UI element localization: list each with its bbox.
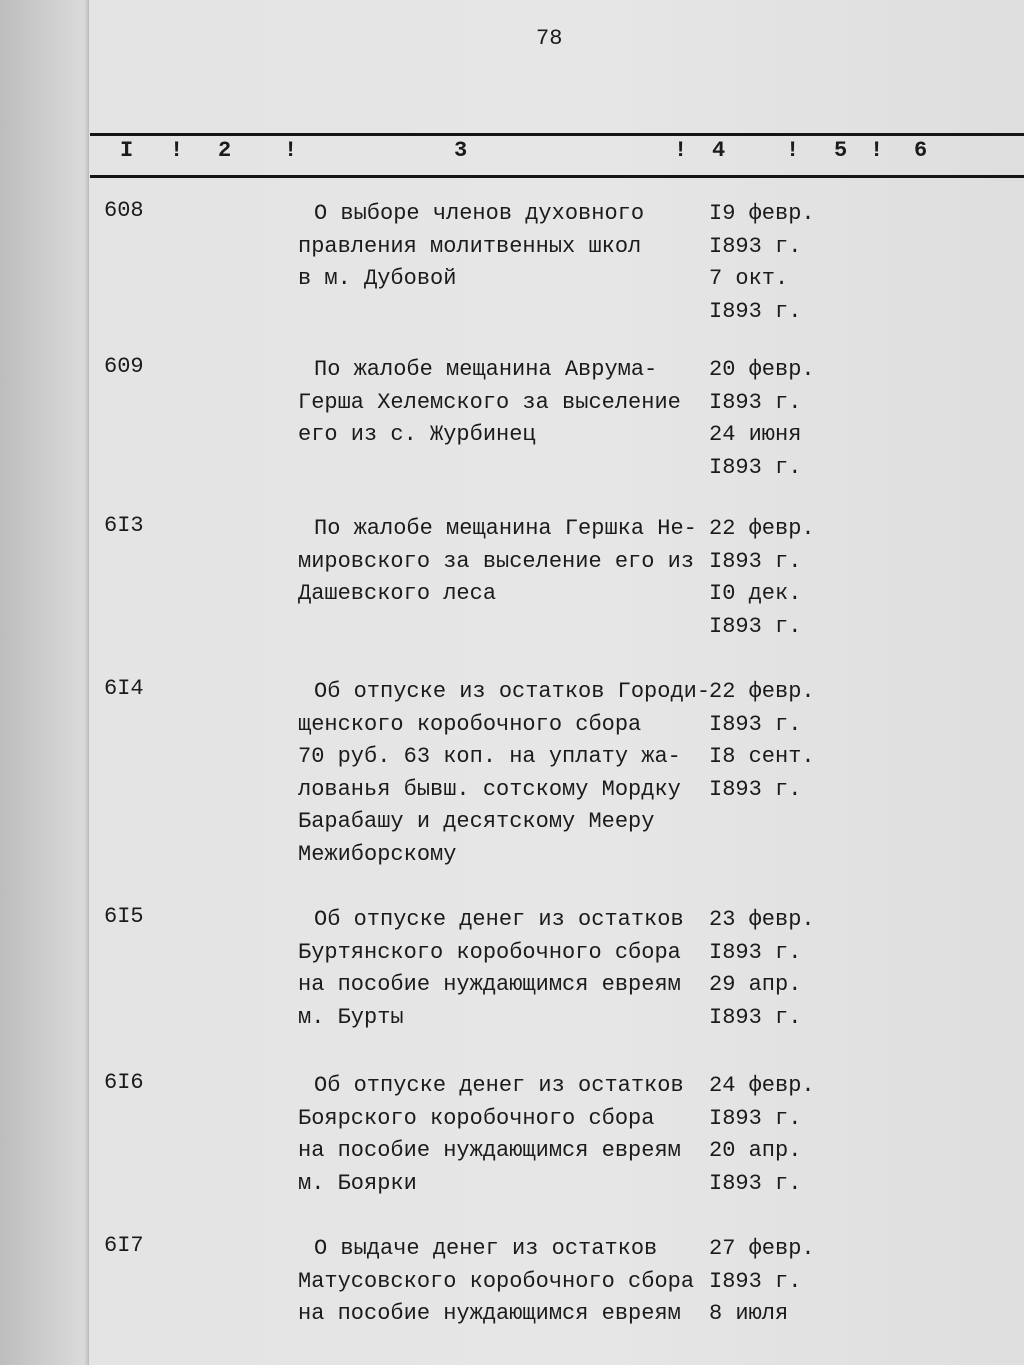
description-line: на пособие нуждающимся евреям [298, 972, 681, 997]
description-line: Об отпуске денег из остатков [314, 907, 684, 932]
description-line: на пособие нуждающимся евреям [298, 1301, 681, 1326]
entry-dates [709, 513, 839, 643]
date-line: 8 июля [709, 1301, 789, 1326]
date-line: I893 г. [709, 1170, 802, 1196]
date-line: I893 г. [709, 1268, 802, 1294]
entry-dates [709, 198, 839, 328]
entry-number: 6I6 [104, 1070, 144, 1095]
description-line: Об отпуске денег из остатков [314, 1073, 684, 1098]
date-line: I893 г. [709, 233, 802, 259]
entry-description [298, 1233, 706, 1331]
date-line: I8 сент. [709, 744, 815, 769]
description-line: Об отпуске из остатков Городи- [314, 679, 711, 704]
description-line: м. Боярки [298, 1170, 417, 1196]
entry-description [298, 1070, 706, 1200]
entry-description [298, 513, 706, 611]
date-line: 20 апр. [709, 1138, 802, 1163]
description-line: Межиборскому [298, 841, 457, 867]
header-top-rule [90, 133, 1024, 136]
header-separator: ! [284, 138, 298, 163]
header-separator: ! [870, 138, 884, 163]
date-line: 24 февр. [709, 1073, 815, 1098]
header-col3: 3 [454, 138, 468, 163]
date-line: 29 апр. [709, 972, 802, 997]
description-line: на пособие нуждающимся евреям [298, 1138, 681, 1163]
description-line: Герша Хелемского за выселение [298, 389, 681, 415]
description-line: О выдаче денег из остатков [314, 1236, 658, 1261]
date-line: 22 февр. [709, 679, 815, 704]
header-separator: ! [170, 138, 184, 163]
date-line: I893 г. [709, 454, 802, 480]
entry-description [298, 676, 711, 871]
date-line: I893 г. [709, 711, 802, 737]
entry-dates [709, 1070, 839, 1200]
header-separator: ! [786, 138, 800, 163]
entry-number: 6I5 [104, 904, 144, 929]
date-line: I893 г. [709, 389, 802, 415]
page-binding-edge [0, 0, 89, 1365]
date-line: I893 г. [709, 548, 802, 574]
header-col2: 2 [218, 138, 232, 163]
date-line: I893 г. [709, 776, 802, 802]
entry-number: 609 [104, 354, 144, 379]
header-bottom-rule [90, 175, 1024, 178]
date-line: 27 февр. [709, 1236, 815, 1261]
date-line: 24 июня [709, 422, 802, 447]
entry-description [298, 354, 706, 452]
description-line: м. Бурты [298, 1004, 404, 1030]
description-line: лованья бывш. сотскому Мордку [298, 776, 681, 802]
description-line: Барабашу и десятскому Мееру [298, 809, 655, 834]
date-line: I893 г. [709, 939, 802, 965]
description-line: мировского за выселение его из [298, 548, 695, 574]
entry-description [298, 904, 706, 1034]
description-line: О выборе членов духовного [314, 201, 645, 226]
description-line: правления молитвенных школ [298, 233, 642, 259]
date-line: I893 г. [709, 298, 802, 324]
date-line: I893 г. [709, 613, 802, 639]
entry-dates [709, 354, 839, 484]
page-number: 78 [536, 26, 563, 51]
description-line: Буртянского коробочного сбора [298, 939, 681, 965]
description-line: в м. Дубовой [298, 266, 457, 291]
header-col4: 4 [712, 138, 726, 163]
date-line: 22 февр. [709, 516, 815, 541]
description-line: Дашевского леса [298, 581, 497, 606]
description-line: щенского коробочного сбора [298, 711, 642, 737]
date-line: 20 февр. [709, 357, 815, 382]
date-line: I893 г. [709, 1004, 802, 1030]
date-line: I0 дек. [709, 581, 802, 606]
entry-number: 6I3 [104, 513, 144, 538]
date-line: I893 г. [709, 1105, 802, 1131]
description-line: Матусовского коробочного сбора [298, 1268, 695, 1294]
entry-number: 6I4 [104, 676, 144, 701]
entry-dates [709, 676, 839, 806]
entry-dates [709, 1233, 839, 1331]
description-line: По жалобе мещанина Аврума- [314, 357, 658, 382]
entry-number: 608 [104, 198, 144, 223]
header-separator: ! [674, 138, 688, 163]
description-line: 70 руб. 63 коп. на уплату жа- [298, 744, 681, 769]
date-line: 23 февр. [709, 907, 815, 932]
entry-number: 6I7 [104, 1233, 144, 1258]
description-line: Боярского коробочного сбора [298, 1105, 655, 1131]
description-line: его из с. Журбинец [298, 422, 536, 447]
entry-description [298, 198, 706, 296]
header-col5: 5 [834, 138, 848, 163]
entry-dates [709, 904, 839, 1034]
header-col1: I [120, 138, 134, 163]
date-line: I9 февр. [709, 201, 815, 226]
date-line: 7 окт. [709, 266, 789, 291]
header-col6: 6 [914, 138, 928, 163]
description-line: По жалобе мещанина Гершка Не- [314, 516, 697, 541]
